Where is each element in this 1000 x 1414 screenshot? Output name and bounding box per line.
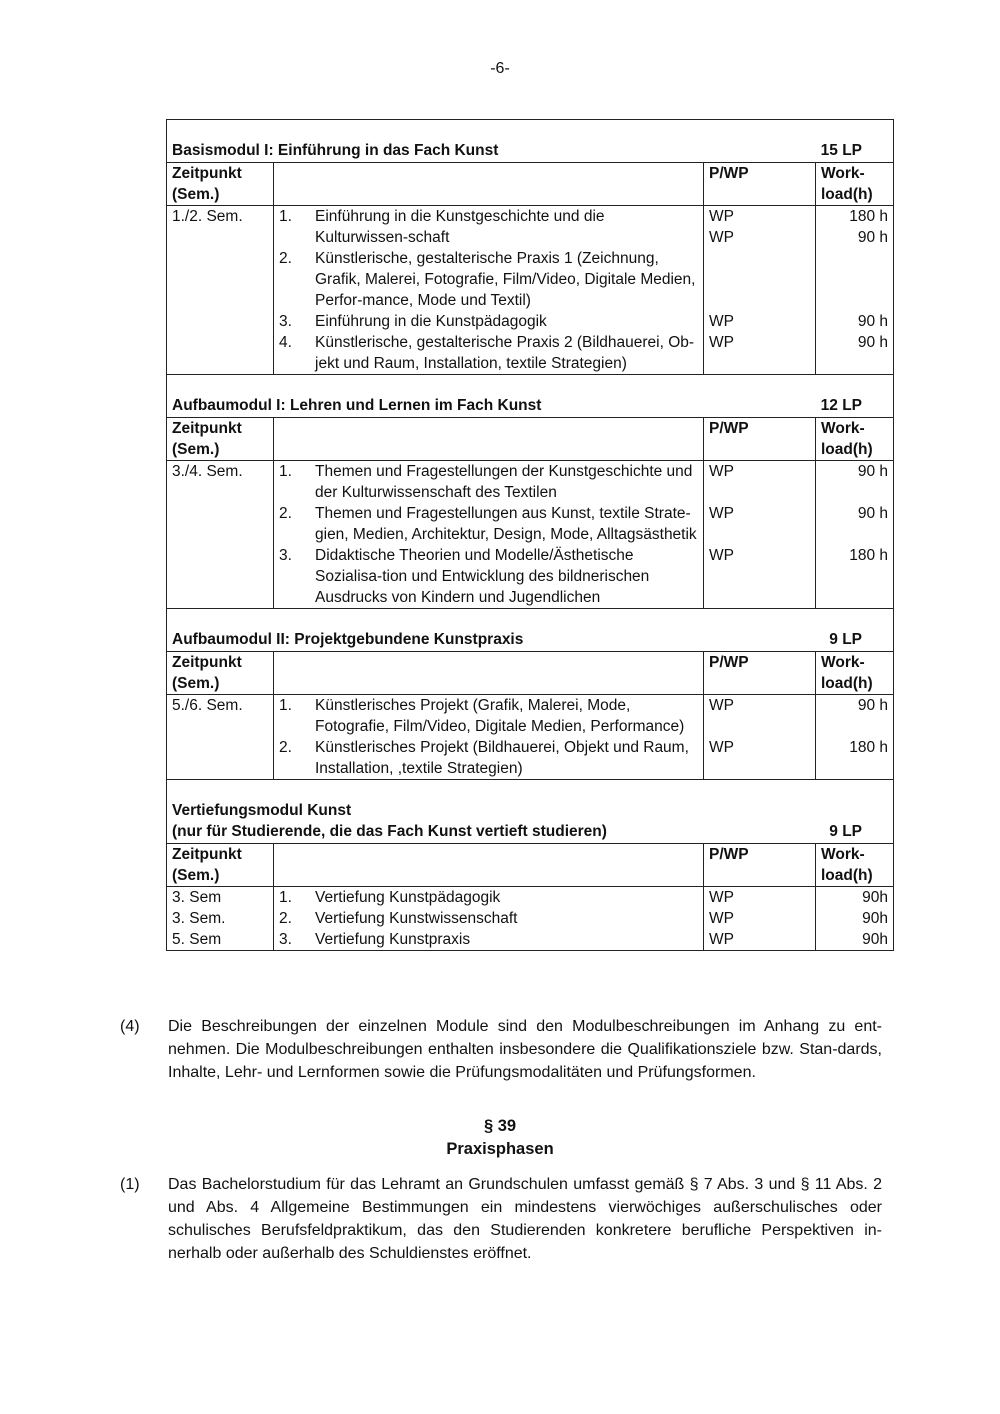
list-item [279,737,698,779]
item-text: Themen und Fragestellungen aus Kunst, textile Strate-gien, Medien, Architektur, Design, Mode, Alltagsästhetik [315,505,697,543]
workload-value [821,482,888,503]
module-credits: 12 LP [820,397,862,414]
module-header [167,120,894,163]
item-number: 3. [279,313,292,330]
column-header-row [167,418,894,461]
workload-value: 90 h [857,313,888,330]
semester-cell [167,461,274,609]
col-time-header: Zeitpunkt (Sem.) [167,844,274,887]
module-header-row [167,375,894,418]
col-workload-header: Work- load(h) [816,844,894,887]
course-list [279,206,698,374]
workload-value: 90h [862,889,888,906]
item-text: Didaktische Theorien und Modelle/Ästhetische Sozialisa-tion und Entwicklung des bildnerischen Ausdrucks von Kindern und Jugendlichen [315,547,650,606]
item-number: 3. [279,547,292,564]
course-list [279,461,698,608]
pwp-value: WP [709,931,734,948]
item-number: 2. [279,505,292,522]
module-body-row [167,461,894,609]
workload-value [821,248,888,269]
pwp-value: WP [709,889,734,906]
pwp-value: WP [709,547,734,564]
pwp-value: WP [709,334,734,351]
module-credits: 9 LP [829,631,862,648]
semester-value: 3. Sem. [172,910,226,927]
list-item [279,503,698,545]
module-header-row [167,120,894,163]
workload-cell [816,461,894,609]
column-header-row [167,652,894,695]
workload-value: 90 h [857,334,888,351]
column-header-row [167,844,894,887]
pwp-cell [704,206,816,375]
list-item [279,545,698,608]
course-list [279,695,698,779]
semester-value: 3. Sem [172,889,222,906]
col-content-header [274,844,704,887]
paragraph-1 [120,1173,882,1265]
paragraph-4 [120,1015,882,1084]
list-item [279,908,698,929]
pwp-value: WP [709,463,734,480]
col-time-header: Zeitpunkt (Sem.) [167,163,274,206]
item-number: 1. [279,463,292,480]
pwp-value: WP [709,739,734,756]
col-workload-header: Work- load(h) [816,652,894,695]
module-credits: 15 LP [820,142,862,159]
col-pwp-header: P/WP [704,418,816,461]
course-list [279,887,698,950]
pwp-value: WP [709,208,734,225]
workload-cell [816,206,894,375]
col-content-header [274,652,704,695]
workload-value [821,716,888,737]
paragraph-number: (4) [120,1018,140,1035]
pwp-value: WP [709,505,734,522]
item-number: 4. [279,334,292,351]
workload-value: 180 h [849,739,888,756]
module-credits: 9 LP [829,823,862,840]
paragraph-text: Das Bachelorstudium für das Lehramt an Grundschulen umfasst gemäß § 7 Abs. 3 und § 11 Abs. 2 und Abs. 4 Allgemeine Bestimmungen ein mindestens vierwöchiges außerschulisches oder schulisches Berufsfeldpraktikum, das den Studierenden konkretere berufliche Perspektiven in-nerhalb oder außerhalb des Schuldienstes eröffnet. [168,1176,882,1262]
pwp-value [709,524,810,545]
module-header-row [167,780,894,844]
content-cell [274,887,704,951]
pwp-value: WP [709,313,734,330]
pwp-value: WP [709,697,734,714]
item-number: 2. [279,250,292,267]
item-text: Künstlerische, gestalterische Praxis 2 (Bildhauerei, Ob-jekt und Raum, Installation, textile Strategien) [315,334,695,372]
semester-value: 3./4. Sem. [172,463,243,480]
workload-value: 90 h [857,463,888,480]
section-title: Praxisphasen [446,1140,554,1158]
module-body-row [167,695,894,780]
item-number: 2. [279,739,292,756]
module-body-row [167,206,894,375]
item-number: 1. [279,697,292,714]
list-item [279,461,698,503]
paragraph-text: Die Beschreibungen der einzelnen Module sind den Modulbeschreibungen im Anhang zu ent-nehmen. Die Modulbeschreibungen enthalten insbesondere die Qualifikationsziele bzw. Stan-dards, Inhalte, Lehr- und Lernformen sowie die Prüfungsmodalitäten und Prüfungsformen. [168,1018,882,1081]
module-title: Basismodul I: Einführung in das Fach Kunst [172,142,499,159]
workload-value: 180 h [849,547,888,564]
pwp-value [709,269,810,290]
list-item [279,248,698,311]
paragraph-number: (1) [120,1176,140,1193]
module-header [167,609,894,652]
item-number: 2. [279,910,292,927]
pwp-value: WP [709,229,734,246]
page-number: -6- [490,60,510,77]
col-pwp-header: P/WP [704,844,816,887]
item-text: Künstlerisches Projekt (Bildhauerei, Objekt und Raum, Installation, ,textile Strategien) [315,739,689,777]
col-time-header: Zeitpunkt (Sem.) [167,652,274,695]
item-text: Vertiefung Kunstpraxis [315,931,471,948]
workload-value [821,524,888,545]
pwp-value [709,716,810,737]
col-content-header [274,418,704,461]
module-title: Aufbaumodul I: Lehren und Lernen im Fach Kunst [172,397,542,414]
module-header [167,375,894,418]
semester-value: 5. Sem [172,931,222,948]
content-cell [274,206,704,375]
semester-cell [167,887,274,951]
item-text: Einführung in die Kunstgeschichte und die Kulturwissen-schaft [315,208,605,246]
pwp-cell [704,695,816,780]
module-header [167,780,894,844]
workload-value: 90 h [857,505,888,522]
item-text: Themen und Fragestellungen der Kunstgeschichte und der Kulturwissenschaft des Textilen [315,463,693,501]
item-text: Künstlerisches Projekt (Grafik, Malerei, Mode, Fotografie, Film/Video, Digitale Medien, Performance) [315,697,685,735]
list-item [279,332,698,374]
section-number: § 39 [483,1117,517,1135]
module-body-row [167,887,894,951]
module-header-row [167,609,894,652]
workload-value [821,290,888,311]
col-workload-header: Work- load(h) [816,418,894,461]
semester-cell [167,695,274,780]
workload-cell [816,887,894,951]
item-number: 3. [279,931,292,948]
module-table [166,119,894,951]
col-time-header: Zeitpunkt (Sem.) [167,418,274,461]
col-pwp-header: P/WP [704,163,816,206]
workload-value: 180 h [849,208,888,225]
list-item [279,929,698,950]
col-workload-header: Work- load(h) [816,163,894,206]
semester-cell [167,206,274,375]
item-text: Vertiefung Kunstwissenschaft [315,910,518,927]
module-title: Aufbaumodul II: Projektgebundene Kunstpraxis [172,631,524,648]
list-item [279,887,698,908]
col-content-header [274,163,704,206]
workload-value: 90h [862,910,888,927]
item-number: 1. [279,208,292,225]
item-text: Vertiefung Kunstpädagogik [315,889,501,906]
column-header-row [167,163,894,206]
workload-value: 90 h [857,229,888,246]
item-number: 1. [279,889,292,906]
item-text: Künstlerische, gestalterische Praxis 1 (Zeichnung, Grafik, Malerei, Fotografie, Film/Video, Digitale Medien, Perfor-mance, Mode und Textil) [315,250,696,309]
col-pwp-header: P/WP [704,652,816,695]
module-title: Vertiefungsmodul Kunst (nur für Studierende, die das Fach Kunst vertieft studieren) [172,802,607,840]
pwp-cell [704,887,816,951]
pwp-value [709,482,810,503]
workload-value: 90h [862,931,888,948]
workload-value: 90 h [857,697,888,714]
pwp-value [709,290,810,311]
list-item [279,311,698,332]
semester-value: 5./6. Sem. [172,697,243,714]
semester-value: 1./2. Sem. [172,208,243,225]
content-cell [274,461,704,609]
pwp-value: WP [709,910,734,927]
item-text: Einführung in die Kunstpädagogik [315,313,547,330]
list-item [279,206,698,248]
pwp-value [709,248,810,269]
content-cell [274,695,704,780]
pwp-cell [704,461,816,609]
workload-value [821,269,888,290]
workload-cell [816,695,894,780]
list-item [279,695,698,737]
